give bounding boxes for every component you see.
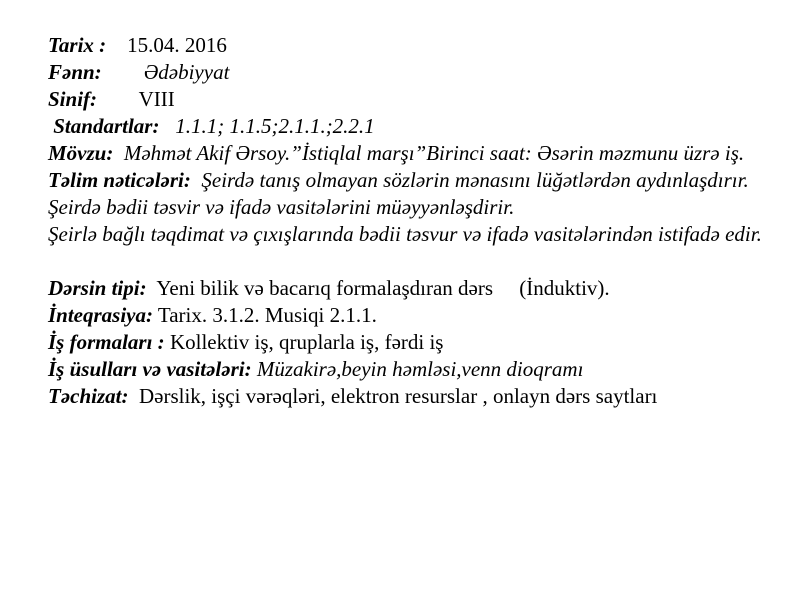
- telim-neticeleri-row-label: Təlim nəticələri:: [48, 168, 191, 192]
- inteqrasiya-row-value: Tarix. 3.1.2. Musiqi 2.1.1.: [153, 303, 377, 327]
- inteqrasiya-row-label: İnteqrasiya:: [48, 303, 153, 327]
- tarix-row-value: 15.04. 2016: [106, 33, 227, 57]
- telim-neticeleri-row: [48, 167, 788, 194]
- techizat-row-label: Təchizat:: [48, 384, 129, 408]
- tarix-row: [48, 32, 788, 59]
- standartlar-row-value: 1.1.1; 1.1.5;2.1.1.;2.2.1: [159, 114, 375, 138]
- telim-neticeleri-row-value: Şeirdə tanış olmayan sözlərin mənasını lüğətlərdən aydınlaşdırır.: [190, 168, 749, 192]
- netice-2-row-value: Şeirdə bədii təsvir və ifadə vasitələrini müəyyənləşdirir.: [48, 195, 515, 219]
- is-usullari-row-label: İş üsulları və vasitələri:: [48, 357, 252, 381]
- tarix-row-label: Tarix :: [48, 33, 107, 57]
- sinif-row-label: Sinif:: [48, 87, 98, 111]
- techizat-row-value: Dərslik, işçi vərəqləri, elektron resurslar , onlayn dərs saytları: [128, 384, 658, 408]
- is-formalari-row-value: Kollektiv iş, qruplarla iş, fərdi iş: [164, 330, 444, 354]
- fenn-row-value: Ədəbiyyat: [101, 60, 230, 84]
- sinif-row: [48, 86, 788, 113]
- is-usullari-row-value: Müzakirə,beyin həmləsi,venn dioqramı: [251, 357, 584, 381]
- standartlar-row: [48, 113, 788, 140]
- standartlar-row-label: Standartlar:: [48, 114, 160, 138]
- dersin-tipi-row: [48, 275, 788, 302]
- movzu-row-label: Mövzu:: [48, 141, 114, 165]
- is-formalari-row-label: İş formaları :: [48, 330, 165, 354]
- blank-row: [48, 248, 788, 275]
- netice-3-row: [48, 221, 788, 248]
- inteqrasiya-row: [48, 302, 788, 329]
- is-usullari-row: [48, 356, 788, 383]
- movzu-row: [48, 140, 788, 167]
- is-formalari-row: [48, 329, 788, 356]
- techizat-row: [48, 383, 788, 410]
- fenn-row: [48, 59, 788, 86]
- sinif-row-value: VIII: [97, 87, 175, 111]
- netice-3-row-value: Şeirlə bağlı təqdimat və çıxışlarında bədii təsvur və ifadə vasitələrindən istifadə edir.: [48, 222, 762, 246]
- dersin-tipi-row-label: Dərsin tipi:: [48, 276, 147, 300]
- movzu-row-value: Məhmət Akif Ərsoy.”İstiqlal marşı”Birinci saat: Əsərin məzmunu üzrə iş.: [113, 141, 745, 165]
- fenn-row-label: Fənn:: [48, 60, 102, 84]
- netice-2-row: [48, 194, 788, 221]
- dersin-tipi-row-value: Yeni bilik və bacarıq formalaşdıran dərs (İnduktiv).: [146, 276, 610, 300]
